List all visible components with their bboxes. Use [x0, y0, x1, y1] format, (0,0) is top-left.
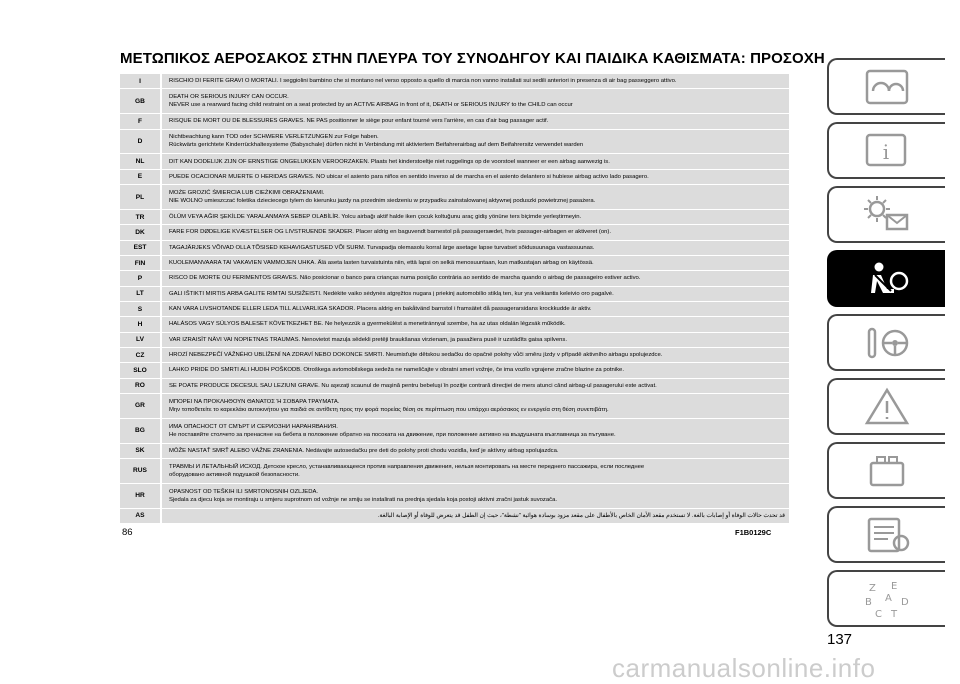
warning-line: MÔŽE NASTAŤ SMRŤ ALEBO VÁŽNE ZRANENIA. Nedávajte autosedačku pre deti do polohy proti chodu vozidla, keď je aktívny airbag spolujazdca. — [169, 447, 559, 454]
warning-line: ИМА ОПАСНОСТ ОТ СМЪРТ И СЕРИОЗНИ НАРАНЯВАНИЯ. — [169, 423, 338, 430]
language-code: F — [120, 114, 162, 128]
warning-line: KAN VARA LIVSHOTANDE ELLER LEDA TILL ALLVARLIGA SKADOR. Placera aldrig en bakåtvänd barnstol i framsätet då passagerarsidans krockkudde är aktiv. — [169, 306, 592, 313]
language-code: RUS — [120, 459, 162, 483]
svg-text:T: T — [891, 608, 898, 620]
language-code: D — [120, 130, 162, 154]
svg-text:i: i — [882, 139, 890, 164]
watermark: carmanualsonline.info — [612, 653, 876, 683]
warning-line: RISQUE DE MORT OU DE BLESSURES GRAVES. NE PAS positionner le siège pour enfant tourné vers l'arrière, en cas d'air bag passager actif. — [169, 118, 549, 125]
starting-driving-tab-icon — [861, 321, 913, 365]
information-tab-icon — [861, 129, 913, 173]
language-code: BG — [120, 419, 162, 443]
language-code: GR — [120, 394, 162, 418]
warning-text — [162, 287, 789, 301]
table-row — [120, 509, 789, 524]
svg-text:B: B — [865, 596, 872, 608]
svg-text:D: D — [901, 596, 909, 608]
language-code: H — [120, 317, 162, 331]
warning-text — [162, 509, 789, 523]
table-row — [120, 363, 789, 378]
language-code: SLO — [120, 363, 162, 377]
warning-line: قد تحدث حالات الوفاة أو إصابات بالغة. لا تستخدم مقعد الأمان الخاص بالأطفال على مقعد مزود بوسادة هوائية "نشطة"، حيث إن الطفل قد يتعرض للوفاة أو الإصابة البالغة. — [377, 512, 785, 519]
warning-line: VAR IZRAISĪT NĀVI VAI NOPIETNAS TRAUMAS. Nenovietot mazuļa sēdekli pretēji braukšanas virzienam, ja pasažiera pusē ir uzstādīts gaisa spilvens. — [169, 336, 567, 343]
warning-line: ΜΠΟΡΕΙ ΝΑ ΠΡΟΚΛΗΘΟΥΝ ΘΑΝΑΤΟΣ Ή ΣΟΒΑΡΑ ΤΡΑΥΜΑΤΑ. — [169, 398, 340, 405]
language-code: AS — [120, 509, 162, 523]
warning-line: Sjedala za djecu koja se montiraju u smjeru suprotnom od vožnje ne smiju se instalirati na prednja sjedala koja postoji aktivni zračni jastuk suvozača. — [169, 496, 557, 503]
starting-driving-tab[interactable] — [827, 314, 945, 371]
table-row — [120, 130, 789, 155]
table-row — [120, 256, 789, 271]
page-number: 137 — [827, 631, 853, 648]
table-row — [120, 114, 789, 129]
language-code: LT — [120, 287, 162, 301]
index-tab-icon — [861, 577, 913, 621]
index-tab[interactable] — [827, 570, 945, 627]
emergency-tab[interactable] — [827, 378, 945, 435]
language-code: EST — [120, 241, 162, 255]
warning-line: RISCO DE MORTE OU FERIMENTOS GRAVES. Não posicionar o banco para crianças numa posição contrária ao sentido de marcha quando o airbag de passageiro estiver activo. — [169, 275, 641, 282]
language-code: RO — [120, 379, 162, 393]
table-row — [120, 459, 789, 484]
language-code: CZ — [120, 348, 162, 362]
warning-line: DIT KAN DODELIJK ZIJN OF ERNSTIGE ONGELUKKEN VEROORZAKEN. Plaats het kinderstoeltje niet ruggelings op de voorstoel wanneer er een airbag aanwezig is. — [169, 158, 610, 165]
warning-line: оборудовано активной подушкой безопасности. — [169, 471, 300, 478]
language-code: TR — [120, 210, 162, 224]
table-row — [120, 419, 789, 444]
warning-line: DEATH OR SERIOUS INJURY CAN OCCUR. — [169, 94, 289, 101]
airbag-warning-table — [120, 74, 789, 524]
table-row — [120, 170, 789, 185]
maintenance-tab-icon — [861, 449, 913, 493]
language-code: SK — [120, 444, 162, 458]
warning-text — [162, 394, 789, 418]
svg-text:Z: Z — [869, 582, 876, 594]
lights-tab[interactable] — [827, 186, 945, 243]
warning-line: ÖLÜM VEYA AĞIR ŞEKİLDE YARALANMAYA SEBEP OLABİLİR. Yolcu airbağı aktif halde iken çocuk koltuğunu araç gidiş yönüne ters biçimde yerleştirmeyin. — [169, 214, 582, 221]
figure-code: F1B0129C — [735, 528, 772, 537]
dashboard-tab[interactable] — [827, 58, 945, 115]
language-code: NL — [120, 154, 162, 168]
language-code: HR — [120, 484, 162, 508]
warning-line: NIE WOLNO umieszczać foletika dzieciecego tylem do kierunku jazdy na przednim siedzeniu w przypadku zainstalowanej aktywnej poduszki powietrznej pasażera. — [169, 198, 596, 204]
safety-tab[interactable] — [827, 250, 945, 307]
warning-text — [162, 317, 789, 331]
language-code: I — [120, 74, 162, 88]
page-number-left: 86 — [122, 527, 133, 538]
warning-line: PUEDE OCACIONAR MUERTE O HERIDAS GRAVES. NO ubicar el asiento para niños en sentido inverso al de marcha en el asiento delantero si hubiese airbag activo lado pasagero. — [169, 173, 649, 180]
warning-text — [162, 363, 789, 377]
table-row — [120, 89, 789, 114]
warning-line: Μην τοποθετείτε το καρεκλάκι αυτοκινήτου για παιδιά σε αντίθετη προς την φορά πορείας θέση σε περίπτωση που υπάρχει αερόσακος εν ενεργεία στη θέση συνεπιβάτη. — [169, 406, 609, 413]
warning-text — [162, 444, 789, 458]
table-row — [120, 271, 789, 286]
warning-text — [162, 379, 789, 393]
language-code: FIN — [120, 256, 162, 270]
maintenance-tab[interactable] — [827, 442, 945, 499]
warning-text — [162, 256, 789, 270]
language-code: E — [120, 170, 162, 184]
technical-data-tab[interactable] — [827, 506, 945, 563]
warning-text — [162, 225, 789, 239]
warning-text — [162, 74, 789, 88]
warning-line: SE POATE PRODUCE DECESUL SAU LEZIUNI GRAVE. Nu aşezaţi scaunul de maşină pentru bebeluşi în poziţie contrară direcţiei de mers atunci când airbag-ul pasagerului este activat. — [169, 382, 657, 389]
table-row — [120, 185, 789, 210]
warning-text — [162, 170, 789, 184]
warning-line: LAHKO PRIDE DO SMRTI ALI HUDIH POŠKODB. Otroškega avtomobilskega sedeža ne nameščajte v obratni smeri vožnje, če ima vozilo vgrajene zračne blazine za potnike. — [169, 367, 624, 374]
information-tab[interactable] — [827, 122, 945, 179]
warning-text — [162, 185, 789, 209]
warning-line: RISCHIO DI FERITE GRAVI O MORTALI. I seggiolini bambino che si montano nel verso opposto a quello di marcia non vanno installati sui sedili anteriori in presenza di air bag passeggero attivo. — [169, 78, 677, 85]
warning-text — [162, 302, 789, 316]
table-row — [120, 394, 789, 419]
warning-line: Nichtbeachtung kann TOD oder SCHWERE VERLETZUNGEN zur Folge haben. — [169, 134, 379, 141]
warning-text — [162, 210, 789, 224]
warning-text — [162, 271, 789, 285]
table-row — [120, 348, 789, 363]
table-row — [120, 225, 789, 240]
warning-line: NEVER use a rearward facing child restraint on a seat protected by an ACTIVE AIRBAG in front of it, DEATH or SERIOUS INJURY to the CHILD can occur — [169, 102, 573, 109]
warning-line: GALI IŠTIKTI MIRTIS ARBA GALITE RIMTAI SUSIŽEISTI. Nedėkite vaiko sėdynės atgręžtos nugara į priekinį automobilio stiklą ten, kur yra veikiantis keleivio oro pagalvė. — [169, 290, 614, 297]
table-row — [120, 241, 789, 256]
warning-text — [162, 114, 789, 128]
warning-text — [162, 348, 789, 362]
language-code: S — [120, 302, 162, 316]
warning-text — [162, 241, 789, 255]
dashboard-tab-icon — [861, 65, 913, 109]
table-row — [120, 210, 789, 225]
warning-text — [162, 154, 789, 168]
warning-text — [162, 419, 789, 443]
language-code: DK — [120, 225, 162, 239]
table-row — [120, 333, 789, 348]
technical-data-tab-icon — [861, 513, 913, 557]
warning-line: HALÁSOS VAGY SÚLYOS BALESET KÖVETKEZHET BE. Ne helyezzük a gyermekülést a menetiránnyal szembe, ha az utas oldalán légzsák működik. — [169, 321, 566, 328]
warning-text — [162, 484, 789, 508]
table-row — [120, 302, 789, 317]
table-row — [120, 484, 789, 509]
table-row — [120, 444, 789, 459]
page-title: ΜΕΤΩΠΙΚΟΣ ΑΕΡΟΣΑΚΟΣ ΣΤΗΝ ΠΛΕΥΡΑ ΤΟΥ ΣΥΝΟΔΗΓΟΥ ΚΑΙ ΠΑΙΔΙΚΑ ΚΑΘΙΣΜΑΤΑ: ΠΡΟΣΟΧΗ — [120, 50, 825, 67]
warning-line: TAGAJÄRJEKS VÕIVAD OLLA TÕSISED KEHAVIGASTUSED VÕI SURM. Turvapadja olemasolu korral ärge asetage lapse turvatset sõidusuunaga vastassuunas. — [169, 244, 595, 251]
warning-line: Rückwärts gerichtete Kinderrückhaltesysteme (Babyschale) dürfen nicht in Verbindung mit aktiviertem Beifahrerairbag auf dem Beifahrersitz verwendet warden — [169, 142, 584, 149]
warning-text — [162, 459, 789, 483]
warning-line: Не поставяйте столчето за пренасяне на бебета в положение обратно на посоката на движение, при положение активно на въздушната възглавница за пътуване. — [169, 431, 616, 438]
language-code: GB — [120, 89, 162, 113]
svg-text:E: E — [891, 580, 898, 592]
warning-text — [162, 130, 789, 154]
table-row — [120, 287, 789, 302]
language-code: PL — [120, 185, 162, 209]
language-code: LV — [120, 333, 162, 347]
lights-tab-icon — [861, 193, 913, 237]
warning-line: OPASNOST OD TEŠKIH ILI SMRTONOSNIH OZLJEDA. — [169, 488, 319, 495]
table-row — [120, 317, 789, 332]
warning-line: HROZÍ NEBEZPEČÍ VÁŽNÉHO UBLÍŽENÍ NA ZDRAVÍ NEBO DOKONCE SMRTI. Neumisťujte dětskou sedačku do opačné polohy vůči směru jízdy v případě aktivního airbagu spolujezdce. — [169, 352, 663, 358]
warning-text — [162, 89, 789, 113]
language-code: P — [120, 271, 162, 285]
emergency-tab-icon — [861, 385, 913, 429]
warning-line: MOŻE GROZIĆ ŚMIERCIA LUB CIEŻKIMI OBRAŻENIAMI. — [169, 189, 325, 196]
safety-tab-icon — [861, 257, 913, 301]
svg-text:C: C — [875, 608, 882, 620]
warning-line: FARE FOR DØDELIGE KVÆSTELSER OG LIVSTRUENDE SKADER. Placer aldrig en baguvendt barnestol på passagersædet, hvis passager-airbagen er aktiveret (on). — [169, 229, 611, 236]
table-row — [120, 154, 789, 169]
warning-line: ТРАВМЫ И ЛЕТАЛЬНЫЙ ИСХОД. Детское кресло, устанавливающееся против направления движения, нельзя монтировать на месте переднего пассажира, если последнее — [169, 463, 645, 470]
warning-text — [162, 333, 789, 347]
table-row — [120, 379, 789, 394]
warning-line: KUOLEMANVAARA TAI VAKAVIEN VAMMOJEN UHKA. Älä aseta lasten turvaistuinta niin, että lapsi on selkä menosuuntaan, kun matkustajan airbag on käytössä. — [169, 260, 594, 267]
table-row — [120, 74, 789, 89]
svg-text:A: A — [885, 592, 892, 604]
